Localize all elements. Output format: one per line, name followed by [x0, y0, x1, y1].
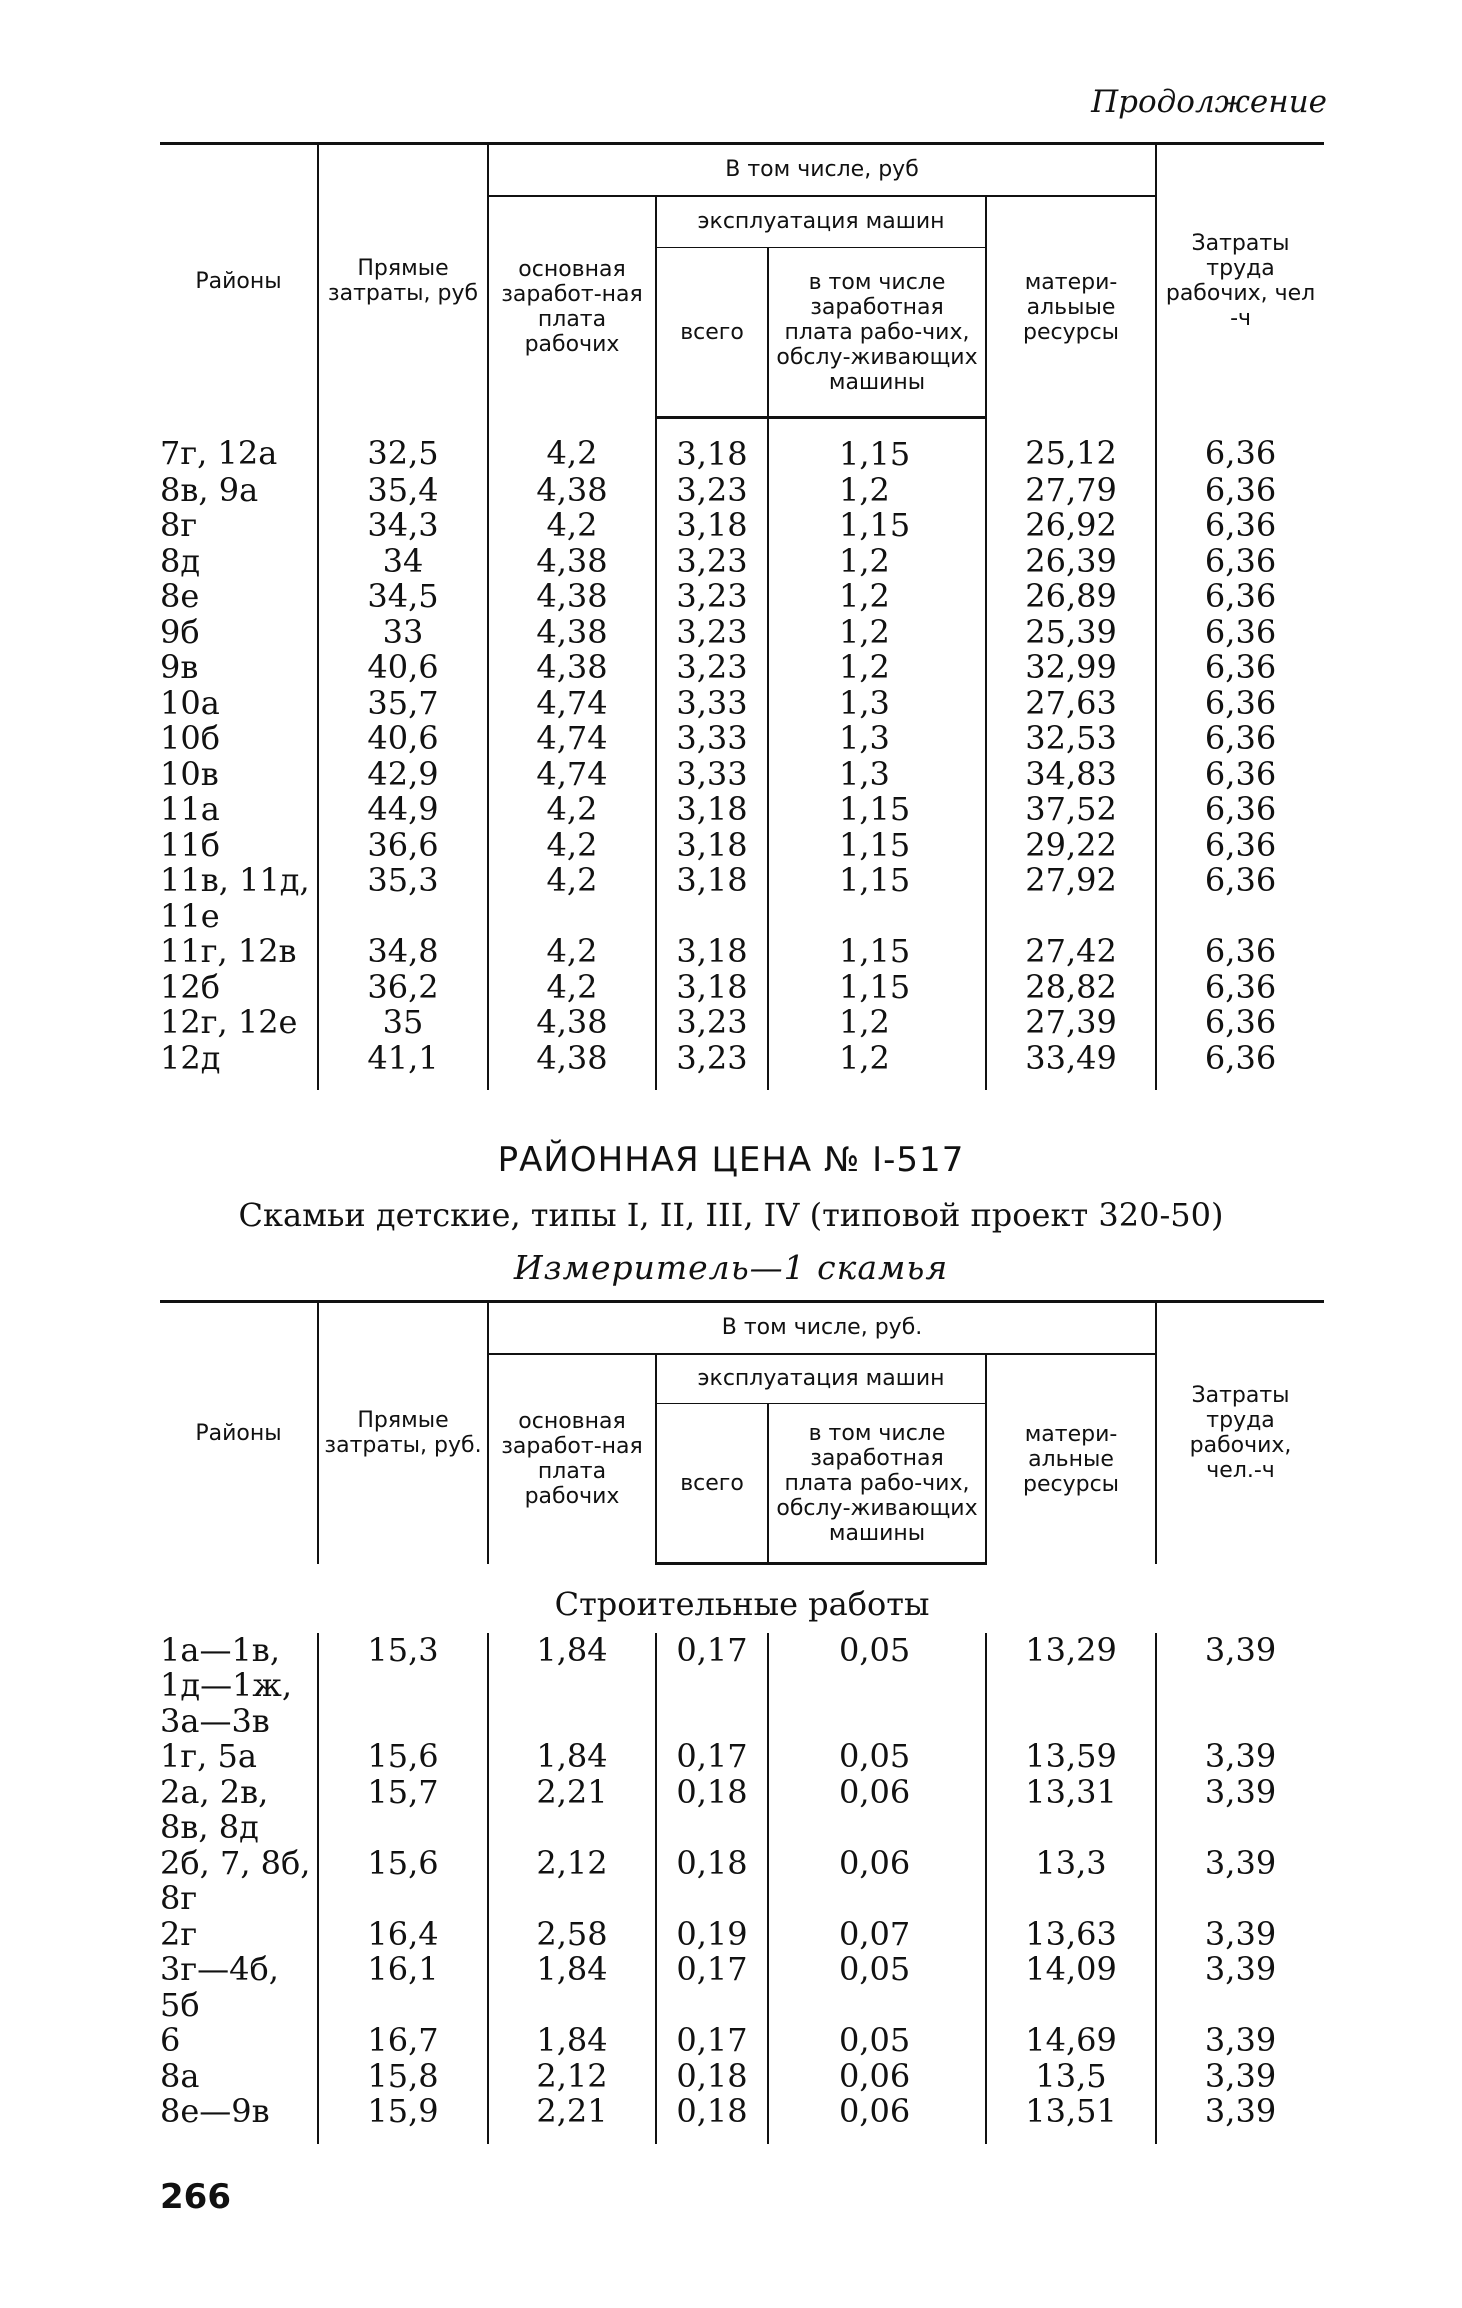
labor-cell: 6,36 [1156, 473, 1324, 509]
direct-cost-cell: 41,1 [318, 1041, 488, 1091]
materials-cell: 13,3 [986, 1846, 1156, 1917]
machine-total-cell: 0,18 [656, 1846, 768, 1917]
header-including: В том числе, руб [488, 144, 1156, 196]
machine-wage-cell: 1,2 [768, 579, 986, 615]
price-table-continued [160, 142, 1324, 1090]
materials-cell: 13,29 [986, 1633, 1156, 1740]
header-including: В том числе, руб. [488, 1302, 1156, 1354]
base-wage-cell: 4,38 [488, 579, 656, 615]
machine-total-cell: 0,17 [656, 1739, 768, 1775]
base-wage-cell: 1,84 [488, 1952, 656, 2023]
table-row [160, 1846, 1324, 1917]
header-direct-costs: Прямые затраты, руб. [318, 1302, 488, 1564]
district-cell: 1г, 5а [160, 1737, 257, 1775]
machine-wage-cell: 1,15 [768, 863, 986, 934]
direct-cost-cell: 44,9 [318, 792, 488, 828]
materials-cell: 27,63 [986, 686, 1156, 722]
base-wage-cell: 2,21 [488, 1775, 656, 1846]
district-cell: 11б [160, 825, 220, 864]
table-row [160, 579, 1324, 615]
labor-cell: 6,36 [1156, 828, 1324, 864]
labor-cell: 6,36 [1156, 863, 1324, 934]
machine-total-cell: 3,18 [656, 934, 768, 970]
header-machine-wage: в том числе заработная плата рабо-чих, обслу-живающих машины [768, 1404, 986, 1564]
table-row [160, 970, 1324, 1006]
page-number: 266 [160, 2177, 231, 2217]
machine-total-cell: 0,17 [656, 2023, 768, 2059]
base-wage-cell: 2,58 [488, 1917, 656, 1953]
machine-wage-cell: 1,15 [768, 508, 986, 544]
machine-wage-cell: 1,3 [768, 686, 986, 722]
materials-cell: 14,69 [986, 2023, 1156, 2059]
district-cell: 9б [160, 612, 200, 651]
materials-cell: 33,49 [986, 1041, 1156, 1091]
base-wage-cell: 4,38 [488, 1005, 656, 1041]
machine-wage-cell: 0,05 [768, 1952, 986, 2023]
machine-total-cell: 0,19 [656, 1917, 768, 1953]
materials-cell: 13,5 [986, 2059, 1156, 2095]
base-wage-cell: 4,38 [488, 473, 656, 509]
materials-cell: 28,82 [986, 970, 1156, 1006]
labor-cell: 6,36 [1156, 934, 1324, 970]
machine-wage-cell: 0,07 [768, 1917, 986, 1953]
table-row [160, 721, 1324, 757]
district-cell: 2а, 2в, 8в, 8д [160, 1772, 269, 1846]
materials-cell: 34,83 [986, 757, 1156, 793]
machine-wage-cell: 1,2 [768, 650, 986, 686]
direct-cost-cell: 36,2 [318, 970, 488, 1006]
machine-total-cell: 0,17 [656, 1633, 768, 1740]
materials-cell: 37,52 [986, 792, 1156, 828]
district-cell: 10б [160, 719, 220, 757]
direct-cost-cell: 35 [318, 1005, 488, 1041]
materials-cell: 25,12 [986, 418, 1156, 473]
header-districts: Районы [160, 144, 318, 418]
direct-cost-cell: 36,6 [318, 828, 488, 864]
materials-cell: 13,31 [986, 1775, 1156, 1846]
labor-cell: 6,36 [1156, 721, 1324, 757]
machine-wage-cell: 1,3 [768, 721, 986, 757]
price-subtitle: Скамьи детские, типы I, II, III, IV (типовой проект 320-50) [238, 1196, 1224, 1234]
continuation-label: Продолжение [1091, 84, 1327, 120]
machine-total-cell: 3,18 [656, 418, 768, 473]
materials-cell: 27,39 [986, 1005, 1156, 1041]
direct-cost-cell: 15,8 [318, 2059, 488, 2095]
base-wage-cell: 4,38 [488, 1041, 656, 1091]
direct-cost-cell: 16,4 [318, 1917, 488, 1953]
machine-total-cell: 3,23 [656, 650, 768, 686]
materials-cell: 26,39 [986, 544, 1156, 580]
machine-wage-cell: 1,15 [768, 418, 986, 473]
district-cell: 12д [160, 1038, 221, 1077]
district-cell: 8г [160, 506, 198, 544]
machine-total-cell: 3,18 [656, 792, 768, 828]
labor-cell: 3,39 [1156, 1952, 1324, 2023]
table-row [160, 1917, 1324, 1953]
district-cell: 12г, 12е [160, 1003, 298, 1041]
machine-wage-cell: 1,15 [768, 828, 986, 864]
machine-wage-cell: 1,2 [768, 1041, 986, 1091]
machine-total-cell: 3,23 [656, 579, 768, 615]
materials-cell: 26,89 [986, 579, 1156, 615]
machine-total-cell: 3,23 [656, 544, 768, 580]
machine-wage-cell: 0,06 [768, 1846, 986, 1917]
machine-wage-cell: 1,15 [768, 970, 986, 1006]
table-row [160, 544, 1324, 580]
machine-wage-cell: 0,06 [768, 2094, 986, 2144]
district-cell: 8е [160, 577, 200, 615]
machine-total-cell: 0,18 [656, 2059, 768, 2095]
direct-cost-cell: 16,7 [318, 2023, 488, 2059]
machine-total-cell: 0,18 [656, 1775, 768, 1846]
base-wage-cell: 4,2 [488, 863, 656, 934]
direct-cost-cell: 34,3 [318, 508, 488, 544]
machine-wage-cell: 0,06 [768, 2059, 986, 2095]
district-cell: 7г, 12а [160, 433, 278, 472]
direct-cost-cell: 35,7 [318, 686, 488, 722]
direct-cost-cell: 35,4 [318, 473, 488, 509]
machine-total-cell: 3,23 [656, 1005, 768, 1041]
district-cell: 6 [160, 2021, 181, 2059]
header-total: всего [656, 248, 768, 418]
machine-total-cell: 3,33 [656, 757, 768, 793]
materials-cell: 27,92 [986, 863, 1156, 934]
district-cell: 11г, 12в [160, 932, 297, 970]
labor-cell: 6,36 [1156, 757, 1324, 793]
base-wage-cell: 4,2 [488, 418, 656, 473]
direct-cost-cell: 15,3 [318, 1633, 488, 1740]
base-wage-cell: 1,84 [488, 2023, 656, 2059]
labor-cell: 6,36 [1156, 579, 1324, 615]
labor-cell: 6,36 [1156, 508, 1324, 544]
labor-cell: 6,36 [1156, 686, 1324, 722]
materials-cell: 29,22 [986, 828, 1156, 864]
district-cell: 9в [160, 648, 199, 686]
base-wage-cell: 4,2 [488, 970, 656, 1006]
measure-unit: Измеритель—1 скамья [513, 1248, 949, 1287]
materials-cell: 13,59 [986, 1739, 1156, 1775]
table-row [160, 615, 1324, 651]
header-materials: матери-альные ресурсы [986, 1354, 1156, 1564]
district-cell: 11а [160, 790, 220, 828]
district-cell: 11в, 11д, 11е [160, 861, 310, 935]
labor-cell: 3,39 [1156, 1633, 1324, 1740]
machine-total-cell: 3,18 [656, 508, 768, 544]
direct-cost-cell: 15,6 [318, 1846, 488, 1917]
materials-cell: 27,79 [986, 473, 1156, 509]
machine-total-cell: 3,23 [656, 1041, 768, 1091]
labor-cell: 6,36 [1156, 1041, 1324, 1091]
table-row [160, 1952, 1324, 2023]
base-wage-cell: 4,38 [488, 615, 656, 651]
header-machine-operation: эксплуатация машин [656, 196, 986, 248]
labor-cell: 3,39 [1156, 1739, 1324, 1775]
machine-wage-cell: 1,15 [768, 792, 986, 828]
base-wage-cell: 1,84 [488, 1739, 656, 1775]
machine-wage-cell: 1,2 [768, 473, 986, 509]
base-wage-cell: 2,21 [488, 2094, 656, 2144]
table-row [160, 2023, 1324, 2059]
header-machine-wage: в том числе заработная плата рабо-чих, обслу-живающих машины [768, 248, 986, 418]
header-direct-costs: Прямые затраты, руб [318, 144, 488, 418]
materials-cell: 25,39 [986, 615, 1156, 651]
labor-cell: 6,36 [1156, 544, 1324, 580]
machine-wage-cell: 1,2 [768, 615, 986, 651]
base-wage-cell: 4,74 [488, 686, 656, 722]
header-total: всего [656, 1404, 768, 1564]
table-row [160, 863, 1324, 934]
labor-cell: 3,39 [1156, 1846, 1324, 1917]
machine-total-cell: 3,18 [656, 828, 768, 864]
header-labor: Затраты труда рабочих, чел.-ч [1156, 1302, 1324, 1564]
machine-wage-cell: 1,3 [768, 757, 986, 793]
machine-total-cell: 3,18 [656, 970, 768, 1006]
base-wage-cell: 4,74 [488, 721, 656, 757]
header-base-wage: основная заработ-ная плата рабочих [488, 1354, 656, 1564]
labor-cell: 3,39 [1156, 2094, 1324, 2144]
materials-cell: 27,42 [986, 934, 1156, 970]
district-cell: 3г—4б, 5б [160, 1950, 279, 2024]
direct-cost-cell: 16,1 [318, 1952, 488, 2023]
machine-wage-cell: 0,05 [768, 2023, 986, 2059]
machine-total-cell: 3,33 [656, 721, 768, 757]
machine-total-cell: 3,18 [656, 863, 768, 934]
district-cell: 2г [160, 1914, 198, 1953]
direct-cost-cell: 15,7 [318, 1775, 488, 1846]
machine-wage-cell: 0,06 [768, 1775, 986, 1846]
machine-wage-cell: 1,15 [768, 934, 986, 970]
price-title: РАЙОННАЯ ЦЕНА № I-517 [497, 1140, 965, 1180]
base-wage-cell: 4,2 [488, 934, 656, 970]
table-row [160, 1775, 1324, 1846]
labor-cell: 3,39 [1156, 1775, 1324, 1846]
table-row [160, 650, 1324, 686]
direct-cost-cell: 34,5 [318, 579, 488, 615]
machine-wage-cell: 0,05 [768, 1739, 986, 1775]
machine-wage-cell: 0,05 [768, 1633, 986, 1740]
direct-cost-cell: 15,9 [318, 2094, 488, 2144]
materials-cell: 13,51 [986, 2094, 1156, 2144]
table-row [160, 686, 1324, 722]
table-row [160, 757, 1324, 793]
base-wage-cell: 4,74 [488, 757, 656, 793]
base-wage-cell: 1,84 [488, 1633, 656, 1740]
table-row [160, 792, 1324, 828]
district-cell: 8а [160, 2056, 200, 2095]
table-row [160, 508, 1324, 544]
direct-cost-cell: 33 [318, 615, 488, 651]
district-cell: 8д [160, 541, 201, 580]
direct-cost-cell: 42,9 [318, 757, 488, 793]
district-cell: 8в, 9а [160, 470, 259, 509]
labor-cell: 6,36 [1156, 1005, 1324, 1041]
direct-cost-cell: 15,6 [318, 1739, 488, 1775]
table-row [160, 418, 1324, 473]
table-row [160, 1739, 1324, 1775]
labor-cell: 6,36 [1156, 792, 1324, 828]
machine-total-cell: 3,23 [656, 473, 768, 509]
base-wage-cell: 4,2 [488, 828, 656, 864]
machine-total-cell: 0,18 [656, 2094, 768, 2144]
table-row [160, 828, 1324, 864]
labor-cell: 3,39 [1156, 2023, 1324, 2059]
district-cell: 10а [160, 683, 220, 722]
table-row [160, 1005, 1324, 1041]
table-row [160, 2059, 1324, 2095]
base-wage-cell: 4,2 [488, 508, 656, 544]
header-districts: Районы [160, 1302, 318, 1564]
materials-cell: 13,63 [986, 1917, 1156, 1953]
direct-cost-cell: 35,3 [318, 863, 488, 934]
labor-cell: 6,36 [1156, 615, 1324, 651]
labor-cell: 3,39 [1156, 1917, 1324, 1953]
machine-wage-cell: 1,2 [768, 1005, 986, 1041]
table-row [160, 473, 1324, 509]
direct-cost-cell: 32,5 [318, 418, 488, 473]
direct-cost-cell: 34,8 [318, 934, 488, 970]
base-wage-cell: 2,12 [488, 2059, 656, 2095]
header-machine-operation: эксплуатация машин [656, 1354, 986, 1404]
labor-cell: 6,36 [1156, 650, 1324, 686]
table-row [160, 1041, 1324, 1091]
machine-total-cell: 3,33 [656, 686, 768, 722]
district-cell: 1а—1в, 1д—1ж, 3а—3в [160, 1630, 293, 1740]
header-labor: Затраты труда рабочих, чел -ч [1156, 144, 1324, 418]
section-row [160, 1564, 1324, 1633]
labor-cell: 3,39 [1156, 2059, 1324, 2095]
materials-cell: 32,53 [986, 721, 1156, 757]
materials-cell: 32,99 [986, 650, 1156, 686]
machine-total-cell: 0,17 [656, 1952, 768, 2023]
header-materials: матери-альыые ресурсы [986, 196, 1156, 418]
district-cell: 8е—9в [160, 2092, 270, 2130]
materials-cell: 26,92 [986, 508, 1156, 544]
materials-cell: 14,09 [986, 1952, 1156, 2023]
table-row [160, 2094, 1324, 2144]
base-wage-cell: 2,12 [488, 1846, 656, 1917]
direct-cost-cell: 34 [318, 544, 488, 580]
header-base-wage: основная заработ-ная плата рабочих [488, 196, 656, 418]
district-cell: 12б [160, 967, 220, 1006]
price-table-benches [160, 1300, 1324, 2144]
section-label: Строительные работы [554, 1585, 930, 1623]
table-row [160, 934, 1324, 970]
base-wage-cell: 4,38 [488, 650, 656, 686]
direct-cost-cell: 40,6 [318, 721, 488, 757]
machine-total-cell: 3,23 [656, 615, 768, 651]
direct-cost-cell: 40,6 [318, 650, 488, 686]
district-cell: 10в [160, 754, 219, 793]
table-row [160, 1633, 1324, 1740]
machine-wage-cell: 1,2 [768, 544, 986, 580]
labor-cell: 6,36 [1156, 970, 1324, 1006]
district-cell: 2б, 7, 8б, 8г [160, 1843, 311, 1917]
base-wage-cell: 4,38 [488, 544, 656, 580]
labor-cell: 6,36 [1156, 418, 1324, 473]
base-wage-cell: 4,2 [488, 792, 656, 828]
